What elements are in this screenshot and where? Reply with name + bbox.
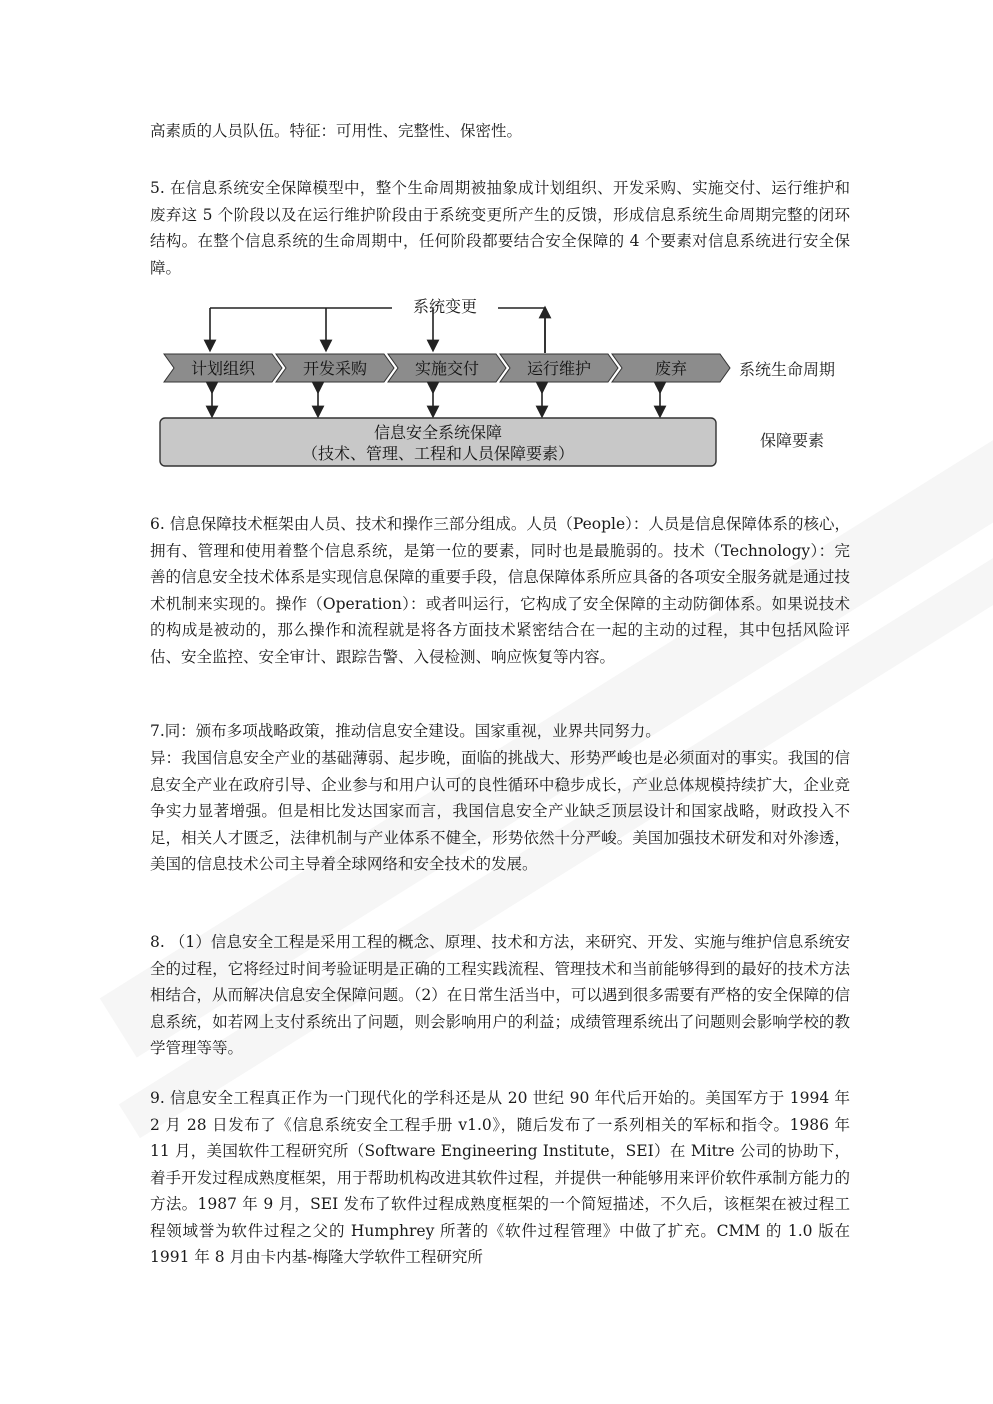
paragraph-9: 9. 信息安全工程真正作为一门现代化的学科还是从 20 世纪 90 年代后开始的。美国军方于 1994 年 2 月 28 日发布了《信息系统安全工程手册 v1.0》，随后发布了一系列相关的军标和指令。1986 年 11 月，美国软件工程研究所（Software Engineering Institute，SEI）在 Mitre 公司的协助下，着手开发过程成熟度框架，用于帮助机构改进其软件过程，并提供一种能够用来评价软件承制方能力的方法。1987 年 9 月，SEI 发布了软件过程成熟度框架的一个简短描述，不久后，该框架在被过程工程领域誉为软件过程之父的 Humphrey 所著的《软件过程管理》中做了扩充。CMM 的 1.0 版在 1991 年 8 月由卡内基-梅隆大学软件工程研究所 — [150, 1089, 850, 1266]
paragraph-7-diff: 异：我国信息安全产业的基础薄弱、起步晚，面临的挑战大、形势严峻也是必须面对的事实。我国的信息安全产业在政府引导、企业参与和用户认可的良性循环中稳步成长，产业总体规模持续扩大，企业竞争实力显著增强。但是相比发达国家而言，我国信息安全产业缺乏顶层设计和国家战略，财政投入不足，相关人才匮乏，法律机制与产业体系不健全，形势依然十分严峻。美国加强技术研发和对外渗透，美国的信息技术公司主导着全球网络和安全技术的发展。 — [150, 749, 850, 873]
paragraph-8: 8. （1）信息安全工程是采用工程的概念、原理、技术和方法，来研究、开发、实施与维护信息系统安全的过程，它将经过时间考验证明是正确的工程实践流程、管理技术和当前能够得到的最好的技术方法相结合，从而解决信息安全保障问题。（2）在日常生活当中，可以遇到很多需要有严格的安全保障的信息系统，如若网上支付系统出了问题，则会影响用户的利益；成绩管理系统出了问题则会影响学校的教学管理等等。 — [150, 933, 850, 1057]
paragraph-5: 5. 在信息系统安全保障模型中，整个生命周期被抽象成计划组织、开发采购、实施交付、运行维护和废弃这 5 个阶段以及在运行维护阶段由于系统变更所产生的反馈，形成信息系统生命周期完整的闭环结构。在整个信息系统的生命周期中，任何阶段都要结合安全保障的 4 个要素对信息系统进行安全保障。 — [150, 179, 850, 277]
stage-implement: 实施交付 — [414, 359, 480, 378]
stage-dispose: 废弃 — [654, 359, 688, 378]
stage-plan: 计划组织 — [190, 359, 256, 378]
lifecycle-stages — [164, 354, 730, 382]
feedback-loop — [210, 308, 545, 353]
feedback-label: 系统变更 — [412, 297, 478, 316]
paragraph-intro: 高素质的人员队伍。特征：可用性、完整性、保密性。 — [150, 122, 523, 140]
paragraph-7-same: 7.同：颁布多项战略政策，推动信息安全建设。国家重视，业界共同努力。 — [150, 722, 661, 740]
paragraph-6: 6. 信息保障技术框架由人员、技术和操作三部分组成。人员（People）：人员是信息保障体系的核心，拥有、管理和使用着整个信息系统，是第一位的要素，同时也是最脆弱的。技术（Technology）：完善的信息安全技术体系是实现信息保障的重要手段，信息保障体系所应具备的各项安全服务就是通过技术机制来实现的。操作（Operation）：或者叫运行，它构成了安全保障的主动防御体系。如果说技术的构成是被动的，那么操作和流程就是将各方面技术紧密结合在一起的主动的过程，其中包括风险评估、安全监控、安全审计、跟踪告警、入侵检测、响应恢复等内容。 — [150, 515, 850, 666]
stage-develop: 开发采购 — [302, 359, 368, 378]
bidirectional-arrows — [212, 388, 660, 412]
lifecycle-label: 系统生命周期 — [738, 360, 836, 379]
assurance-subtitle: （技术、管理、工程和人员保障要素） — [301, 444, 575, 463]
stage-operate: 运行维护 — [526, 359, 592, 378]
assurance-title: 信息安全系统保障 — [373, 423, 503, 442]
lifecycle-diagram — [150, 288, 860, 478]
assurance-label: 保障要素 — [759, 431, 825, 450]
